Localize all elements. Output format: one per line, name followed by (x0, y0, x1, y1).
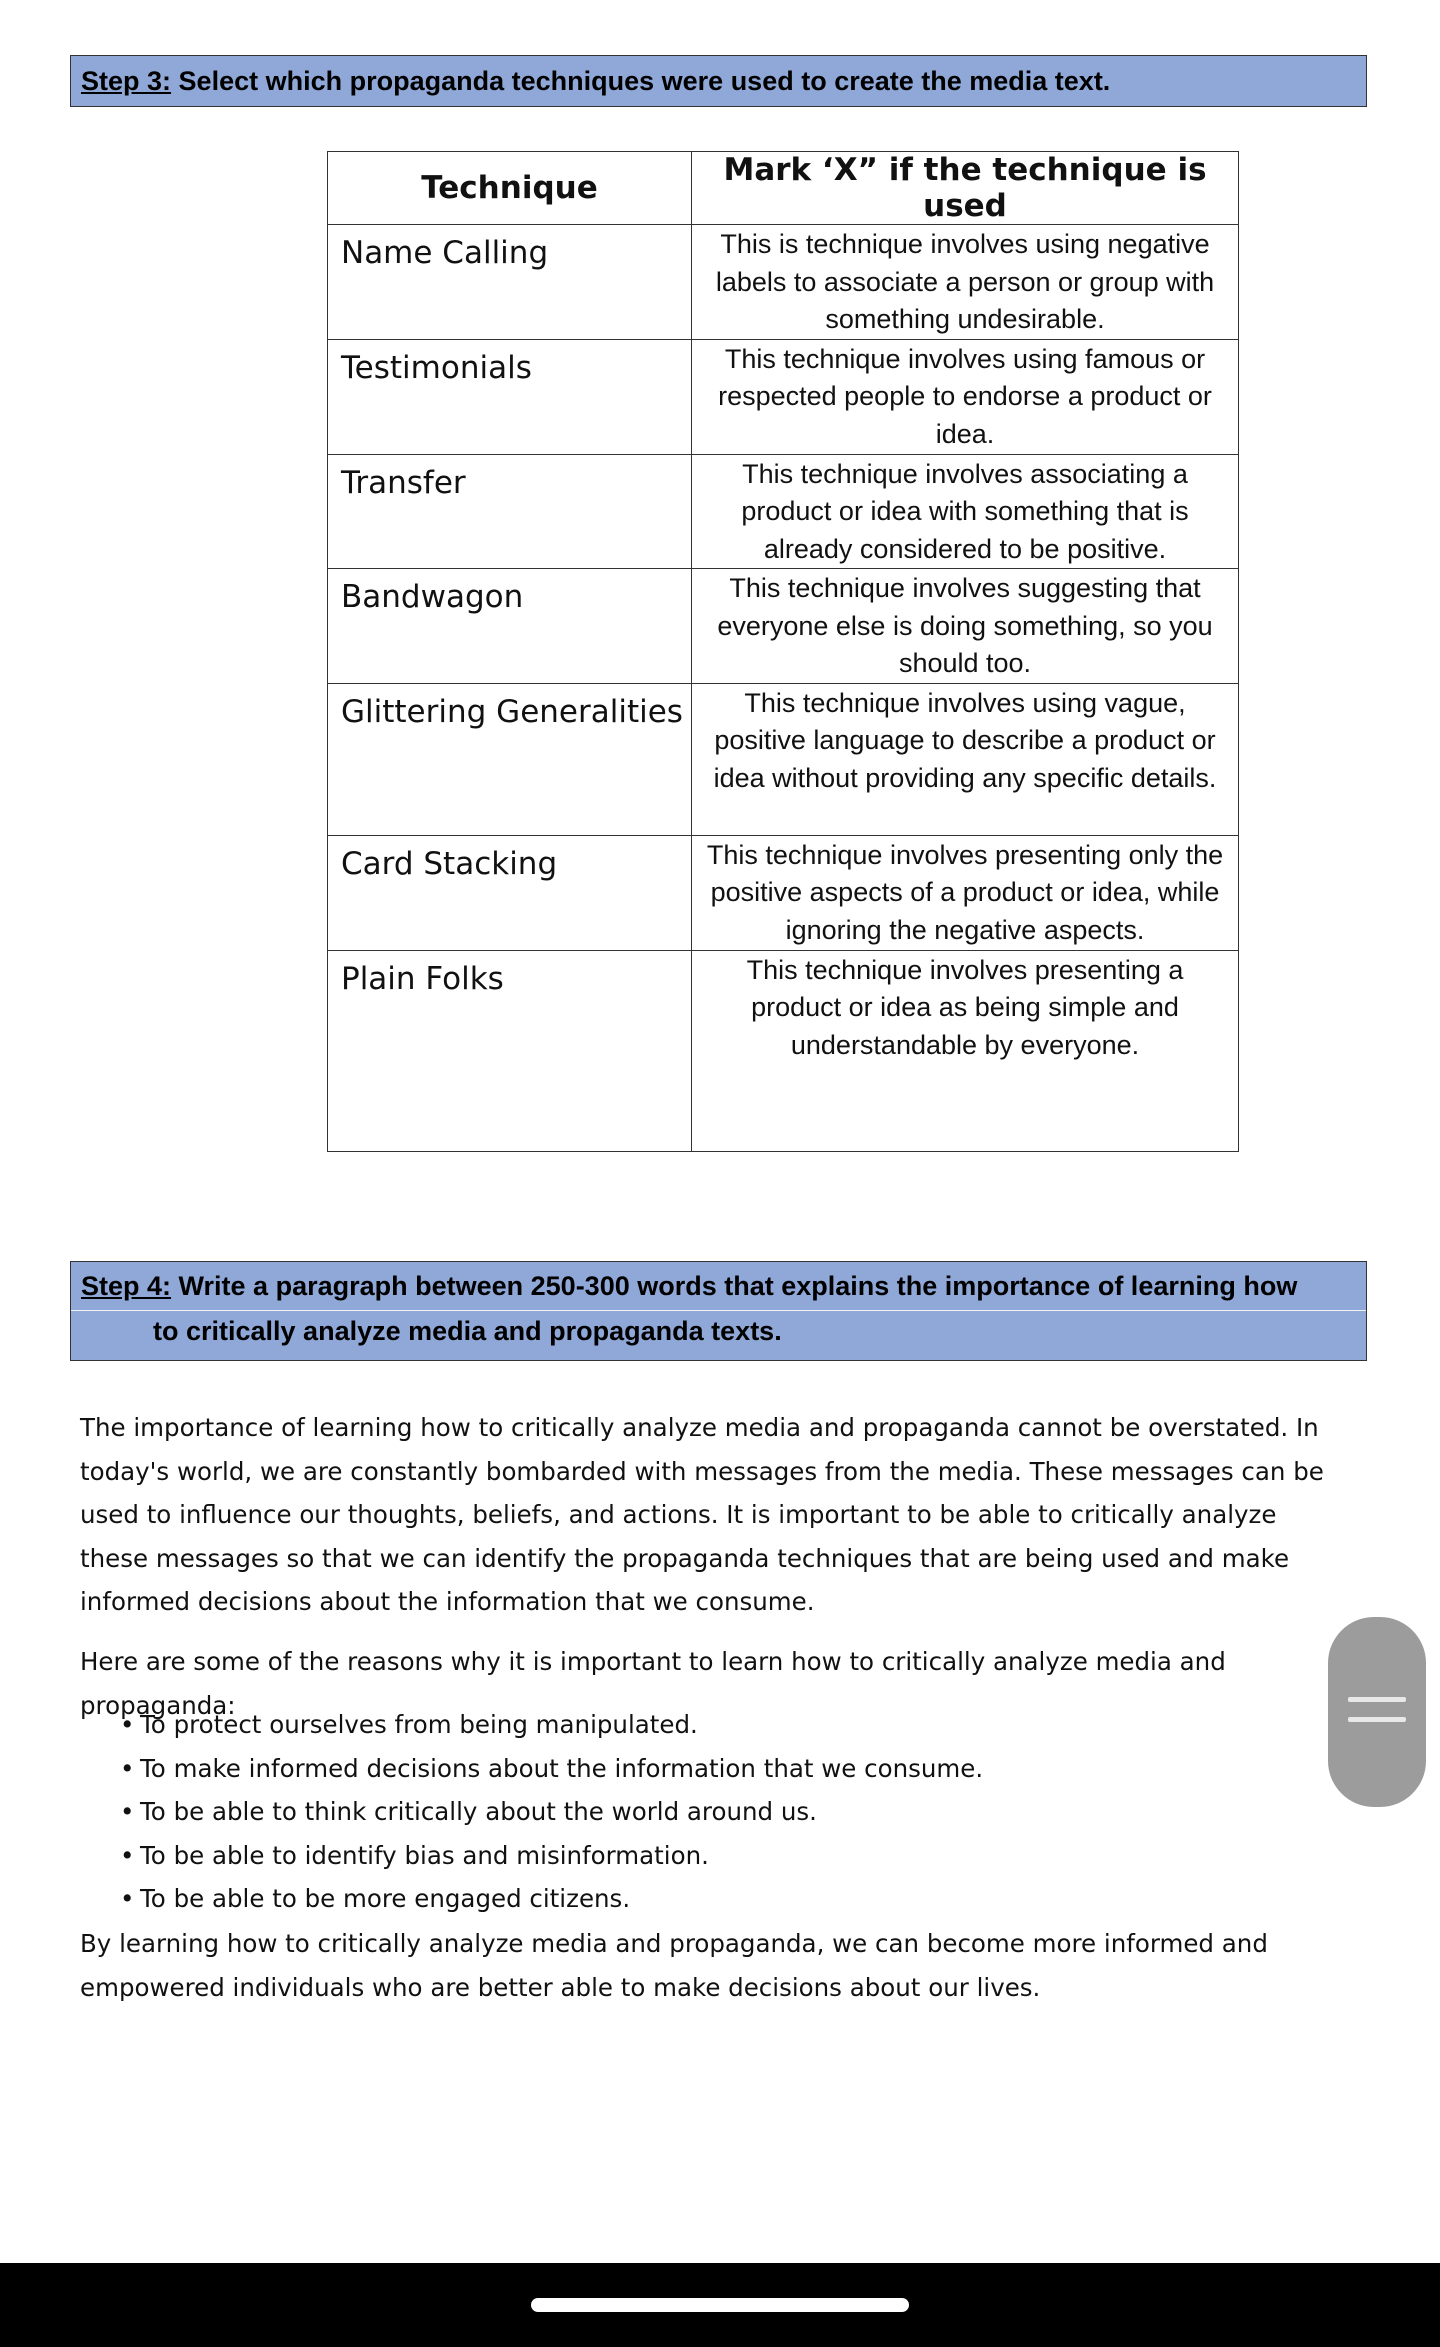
technique-name: Card Stacking (328, 835, 692, 950)
system-navigation-bar (0, 2263, 1440, 2347)
technique-description[interactable]: This technique involves associating a product or idea with something that is already considered to be positive. (692, 454, 1239, 569)
technique-name: Name Calling (328, 225, 692, 340)
drag-handle-icon[interactable] (1328, 1617, 1426, 1807)
list-item: • To be able to be more engaged citizens. (120, 1877, 983, 1921)
technique-name: Plain Folks (328, 950, 692, 1151)
step-4-instruction-line-1: Write a paragraph between 250-300 words that explains the importance of learning how (178, 1271, 1298, 1301)
technique-description[interactable]: This is technique involves using negative labels to associate a person or group with something undesirable. (692, 225, 1239, 340)
answer-paragraph-conclusion: By learning how to critically analyze media and propaganda, we can become more informed and empowered individuals who are better able to make decisions about our lives. (80, 1929, 1268, 2002)
answer-paragraph-reasons-lead: Here are some of the reasons why it is important to learn how to critically analyze media and propaganda: (80, 1647, 1226, 1720)
grip-line (1348, 1717, 1406, 1722)
table-row (328, 950, 1239, 1151)
technique-description[interactable]: This technique involves presenting a product or idea as being simple and understandable by everyone. (692, 950, 1239, 1151)
propaganda-techniques-table (327, 151, 1239, 1152)
table-header-row (328, 152, 1239, 225)
answer-paragraph-intro: The importance of learning how to critically analyze media and propaganda cannot be overstated. In today's world, we are constantly bombarded with messages from the media. These messages can be used to influence our thoughts, beliefs, and actions. It is important to be able to critically analyze these messages so that we can identify the propaganda techniques that are being used and make informed decisions about the information that we consume. (80, 1413, 1324, 1616)
technique-name: Bandwagon (328, 569, 692, 684)
table-row (328, 225, 1239, 340)
header-divider (71, 1310, 1366, 1311)
home-indicator-icon[interactable] (531, 2298, 909, 2312)
technique-description[interactable]: This technique involves suggesting that everyone else is doing something, so you should too. (692, 569, 1239, 684)
list-item: • To protect ourselves from being manipulated. (120, 1703, 983, 1747)
step-3-label: Step 3: (81, 66, 172, 96)
step-3-instruction: Select which propaganda techniques were used to create the media text. (178, 66, 1111, 96)
grip-line (1348, 1697, 1406, 1702)
list-item: • To be able to think critically about the world around us. (120, 1790, 983, 1834)
table-row (328, 339, 1239, 454)
table-row (328, 683, 1239, 835)
table-row (328, 454, 1239, 569)
technique-description[interactable]: This technique involves using vague, positive language to describe a product or idea without providing any specific details. (692, 683, 1239, 835)
step-4-label: Step 4: (81, 1271, 172, 1301)
table-row (328, 835, 1239, 950)
table-row (328, 569, 1239, 684)
technique-description[interactable]: This technique involves using famous or respected people to endorse a product or idea. (692, 339, 1239, 454)
technique-description[interactable]: This technique involves presenting only the positive aspects of a product or idea, while ignoring the negative aspects. (692, 835, 1239, 950)
step-4-instruction-line-2: to critically analyze media and propaganda texts. (153, 1316, 782, 1346)
column-header-technique: Technique (328, 152, 692, 225)
technique-name: Testimonials (328, 339, 692, 454)
step-4-header (70, 1261, 1367, 1361)
list-item: • To be able to identify bias and misinformation. (120, 1834, 983, 1878)
technique-name: Glittering Generalities (328, 683, 692, 835)
reasons-list (120, 1703, 983, 1921)
technique-name: Transfer (328, 454, 692, 569)
list-item: • To make informed decisions about the information that we consume. (120, 1747, 983, 1791)
step-3-header (70, 55, 1367, 107)
column-header-mark: Mark ‘X” if the technique is used (692, 152, 1239, 225)
